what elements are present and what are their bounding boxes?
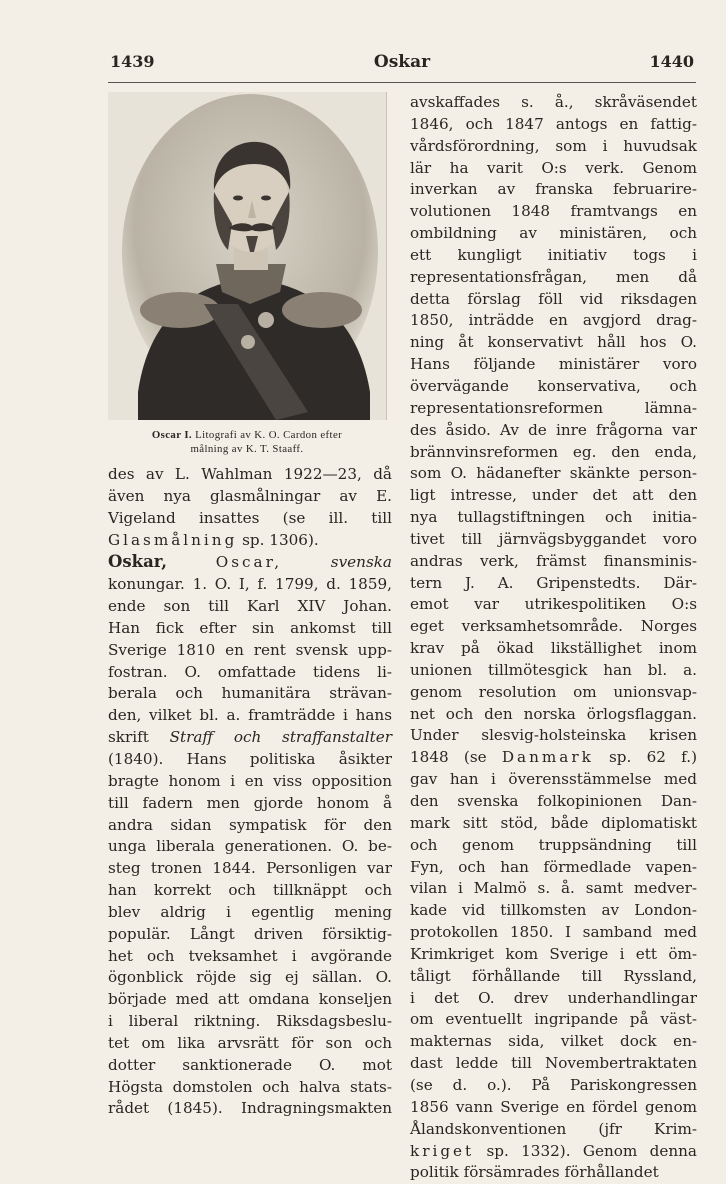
caption-line1: Litografi av K. O. Cardon efter <box>192 429 343 441</box>
text-line: tåligt förhållande till Ryssland, <box>410 966 697 985</box>
cross-reference[interactable]: Glasmålning <box>108 530 238 549</box>
text-line: Glasmålning sp. 1306). <box>108 530 319 549</box>
text-line: kade vid tillkomsten av London- <box>410 901 697 920</box>
text-line: inverkan av franska februarire- <box>410 180 697 199</box>
text-line: skrift Straff och straffanstalter <box>108 728 392 747</box>
text-line: makternas sida, vilket dock en- <box>410 1032 697 1051</box>
header-rule <box>108 82 696 83</box>
text-line: Krimkriget kom Sverige i ett öm- <box>410 944 697 963</box>
text-line: bragte honom i en viss opposition <box>108 771 392 790</box>
text-line: avskaffades s. å., skråväsendet <box>410 93 697 111</box>
running-head: Oskar <box>373 52 431 72</box>
text-line: tern J. A. Gripenstedts. Där- <box>410 573 697 592</box>
text-line: 1846, och 1847 antogs en fattig- <box>410 114 697 133</box>
text-line: representationsfrågan, men då <box>410 267 697 286</box>
text-line: protokollen 1850. I samband med <box>410 923 697 942</box>
text-line: till fadern men gjorde honom å <box>108 793 392 812</box>
page-number-left: 1439 <box>110 52 155 71</box>
text-line: rådet (1845). Indragningsmakten <box>108 1099 392 1118</box>
text-line: 1850, inträdde en avgjord drag- <box>410 311 697 330</box>
text-line: och genom truppsändning till <box>410 835 697 854</box>
text-line: tivet till järnvägsbyggandet voro <box>410 529 697 548</box>
text-line: Hans följande ministärer voro <box>410 355 697 374</box>
text-line: vårdsförordning, som i huvudsak <box>410 136 697 155</box>
text-line: konungar. 1. O. I, f. 1799, d. 1859, <box>108 575 392 594</box>
text-line: des av L. Wahlman 1922—23, då <box>108 465 392 483</box>
text-line: ning åt konservativt håll hos O. <box>410 333 697 352</box>
book-title: Straff och straffanstalter <box>169 728 392 747</box>
right-column <box>410 92 697 1184</box>
page-header <box>108 52 696 78</box>
text-line: kriget sp. 1332). Genom denna <box>410 1141 697 1160</box>
text-line: andras verk, främst finansminis- <box>410 551 697 570</box>
entry-name: Oscar, <box>215 553 283 572</box>
text-line: ombildning av ministären, och <box>410 224 697 243</box>
text-line: berala och humanitära strävan- <box>108 684 392 703</box>
text-line: des åsido. Av de inre frågorna var <box>410 420 697 439</box>
cross-reference[interactable]: Danmark <box>501 748 594 767</box>
text-line: unga liberala generationen. O. be- <box>108 837 392 856</box>
portrait-figure <box>108 92 387 420</box>
text-line: detta förslag föll vid riksdagen <box>410 289 697 308</box>
text-line: mark sitt stöd, både diplomatiskt <box>410 813 697 832</box>
text-line: representationsreformen lämna- <box>410 398 697 417</box>
text-line: 1848 (se Danmark sp. 62 f.) <box>410 748 697 767</box>
text-line: Under slesvig-holsteinska krisen <box>410 726 697 745</box>
text-line: populär. Långt driven försiktig- <box>108 924 392 943</box>
text-line: dast ledde till Novembertraktaten <box>410 1054 697 1073</box>
text-line: Ålandskonventionen (jfr Krim- <box>410 1119 697 1138</box>
text-line: i det O. drev underhandlingar <box>410 988 697 1007</box>
text-line: Fyn, och han förmedlade vapen- <box>410 857 697 876</box>
text-line: Högsta domstolen och halva stats- <box>108 1077 392 1096</box>
portrait-image <box>108 92 386 420</box>
text-line: (1840). Hans politiska åsikter <box>108 749 392 768</box>
text-line: Han fick efter sin ankomst till <box>108 618 392 637</box>
caption-line2: målning av K. T. Staaff. <box>190 443 304 455</box>
page-number-right: 1440 <box>649 52 694 71</box>
text-line: blev aldrig i egentlig mening <box>108 902 392 921</box>
text-line: fostran. O. omfattade tidens li- <box>108 662 392 681</box>
text-line: steg tronen 1844. Personligen var <box>108 859 392 878</box>
text-line: (se d. o.). På Pariskongressen <box>410 1075 697 1094</box>
text-line: net och den norska örlogsflaggan. <box>410 704 697 723</box>
text-line: dotter sanktionerade O. mot <box>108 1055 392 1074</box>
text-line: som O. hädanefter skänkte person- <box>410 464 697 483</box>
text-line: ende son till Karl XIV Johan. <box>108 597 392 616</box>
entry-heading-line <box>108 551 392 574</box>
figure-caption <box>108 428 386 456</box>
text-line: het och tveksamhet i avgörande <box>108 946 392 965</box>
text-line: volutionen 1848 framtvangs en <box>410 202 697 221</box>
text-line: tet om lika arvsrätt för son och <box>108 1033 392 1052</box>
text-line: eget verksamhetsområde. Norges <box>410 617 697 636</box>
text-line: 1856 vann Sverige en fördel genom <box>410 1097 697 1116</box>
text-line: i liberal riktning. Riksdagsbeslu- <box>108 1012 392 1031</box>
left-column <box>108 92 392 1120</box>
text-line: politik försämrades förhållandet <box>410 1163 659 1182</box>
text-line: Sverige 1810 en rent svensk upp- <box>108 640 392 659</box>
text-line: ligt intresse, under det att den <box>410 486 697 505</box>
text-line: Vigeland insattes (se ill. till <box>108 508 392 527</box>
text-line: lär ha varit O:s verk. Genom <box>410 158 697 177</box>
text-line: nya tullagstiftningen och initia- <box>410 508 697 527</box>
text-line: om eventuellt ingripande på väst- <box>410 1010 697 1029</box>
caption-label: Oscar I. <box>151 429 193 441</box>
text-line: emot var utrikespolitiken O:s <box>410 595 697 614</box>
text-line: övervägande konservativa, och <box>410 376 697 395</box>
text-line: den svenska folkopinionen Dan- <box>410 792 697 810</box>
text-line: brännvinsreformen eg. den enda, <box>410 442 697 461</box>
entry-label: svenska <box>330 553 392 572</box>
text-line: ett kungligt initiativ togs i <box>410 245 697 264</box>
text-line: krav på ökad likställighet inom <box>410 639 697 658</box>
text-line: unionen tillmötesgick han bl. a. <box>410 660 697 679</box>
text-line: genom resolution om unionsvap- <box>410 682 697 701</box>
text-line: vilan i Malmö s. å. samt medver- <box>410 879 697 898</box>
text-line: han korrekt och tillknäppt och <box>108 881 392 900</box>
text-line: den, vilket bl. a. framträdde i hans <box>108 706 392 725</box>
entry-headword: Oskar, <box>108 552 168 572</box>
text-line: började med att omdana konseljen <box>108 990 392 1009</box>
text-line: även nya glasmålningar av E. <box>108 486 392 505</box>
cross-reference[interactable]: kriget <box>410 1141 475 1160</box>
text-line: gav han i överensstämmelse med <box>410 770 697 789</box>
text-line: ögonblick röjde sig ej sällan. O. <box>108 968 392 987</box>
text-line: andra sidan sympatisk för den <box>108 815 392 834</box>
